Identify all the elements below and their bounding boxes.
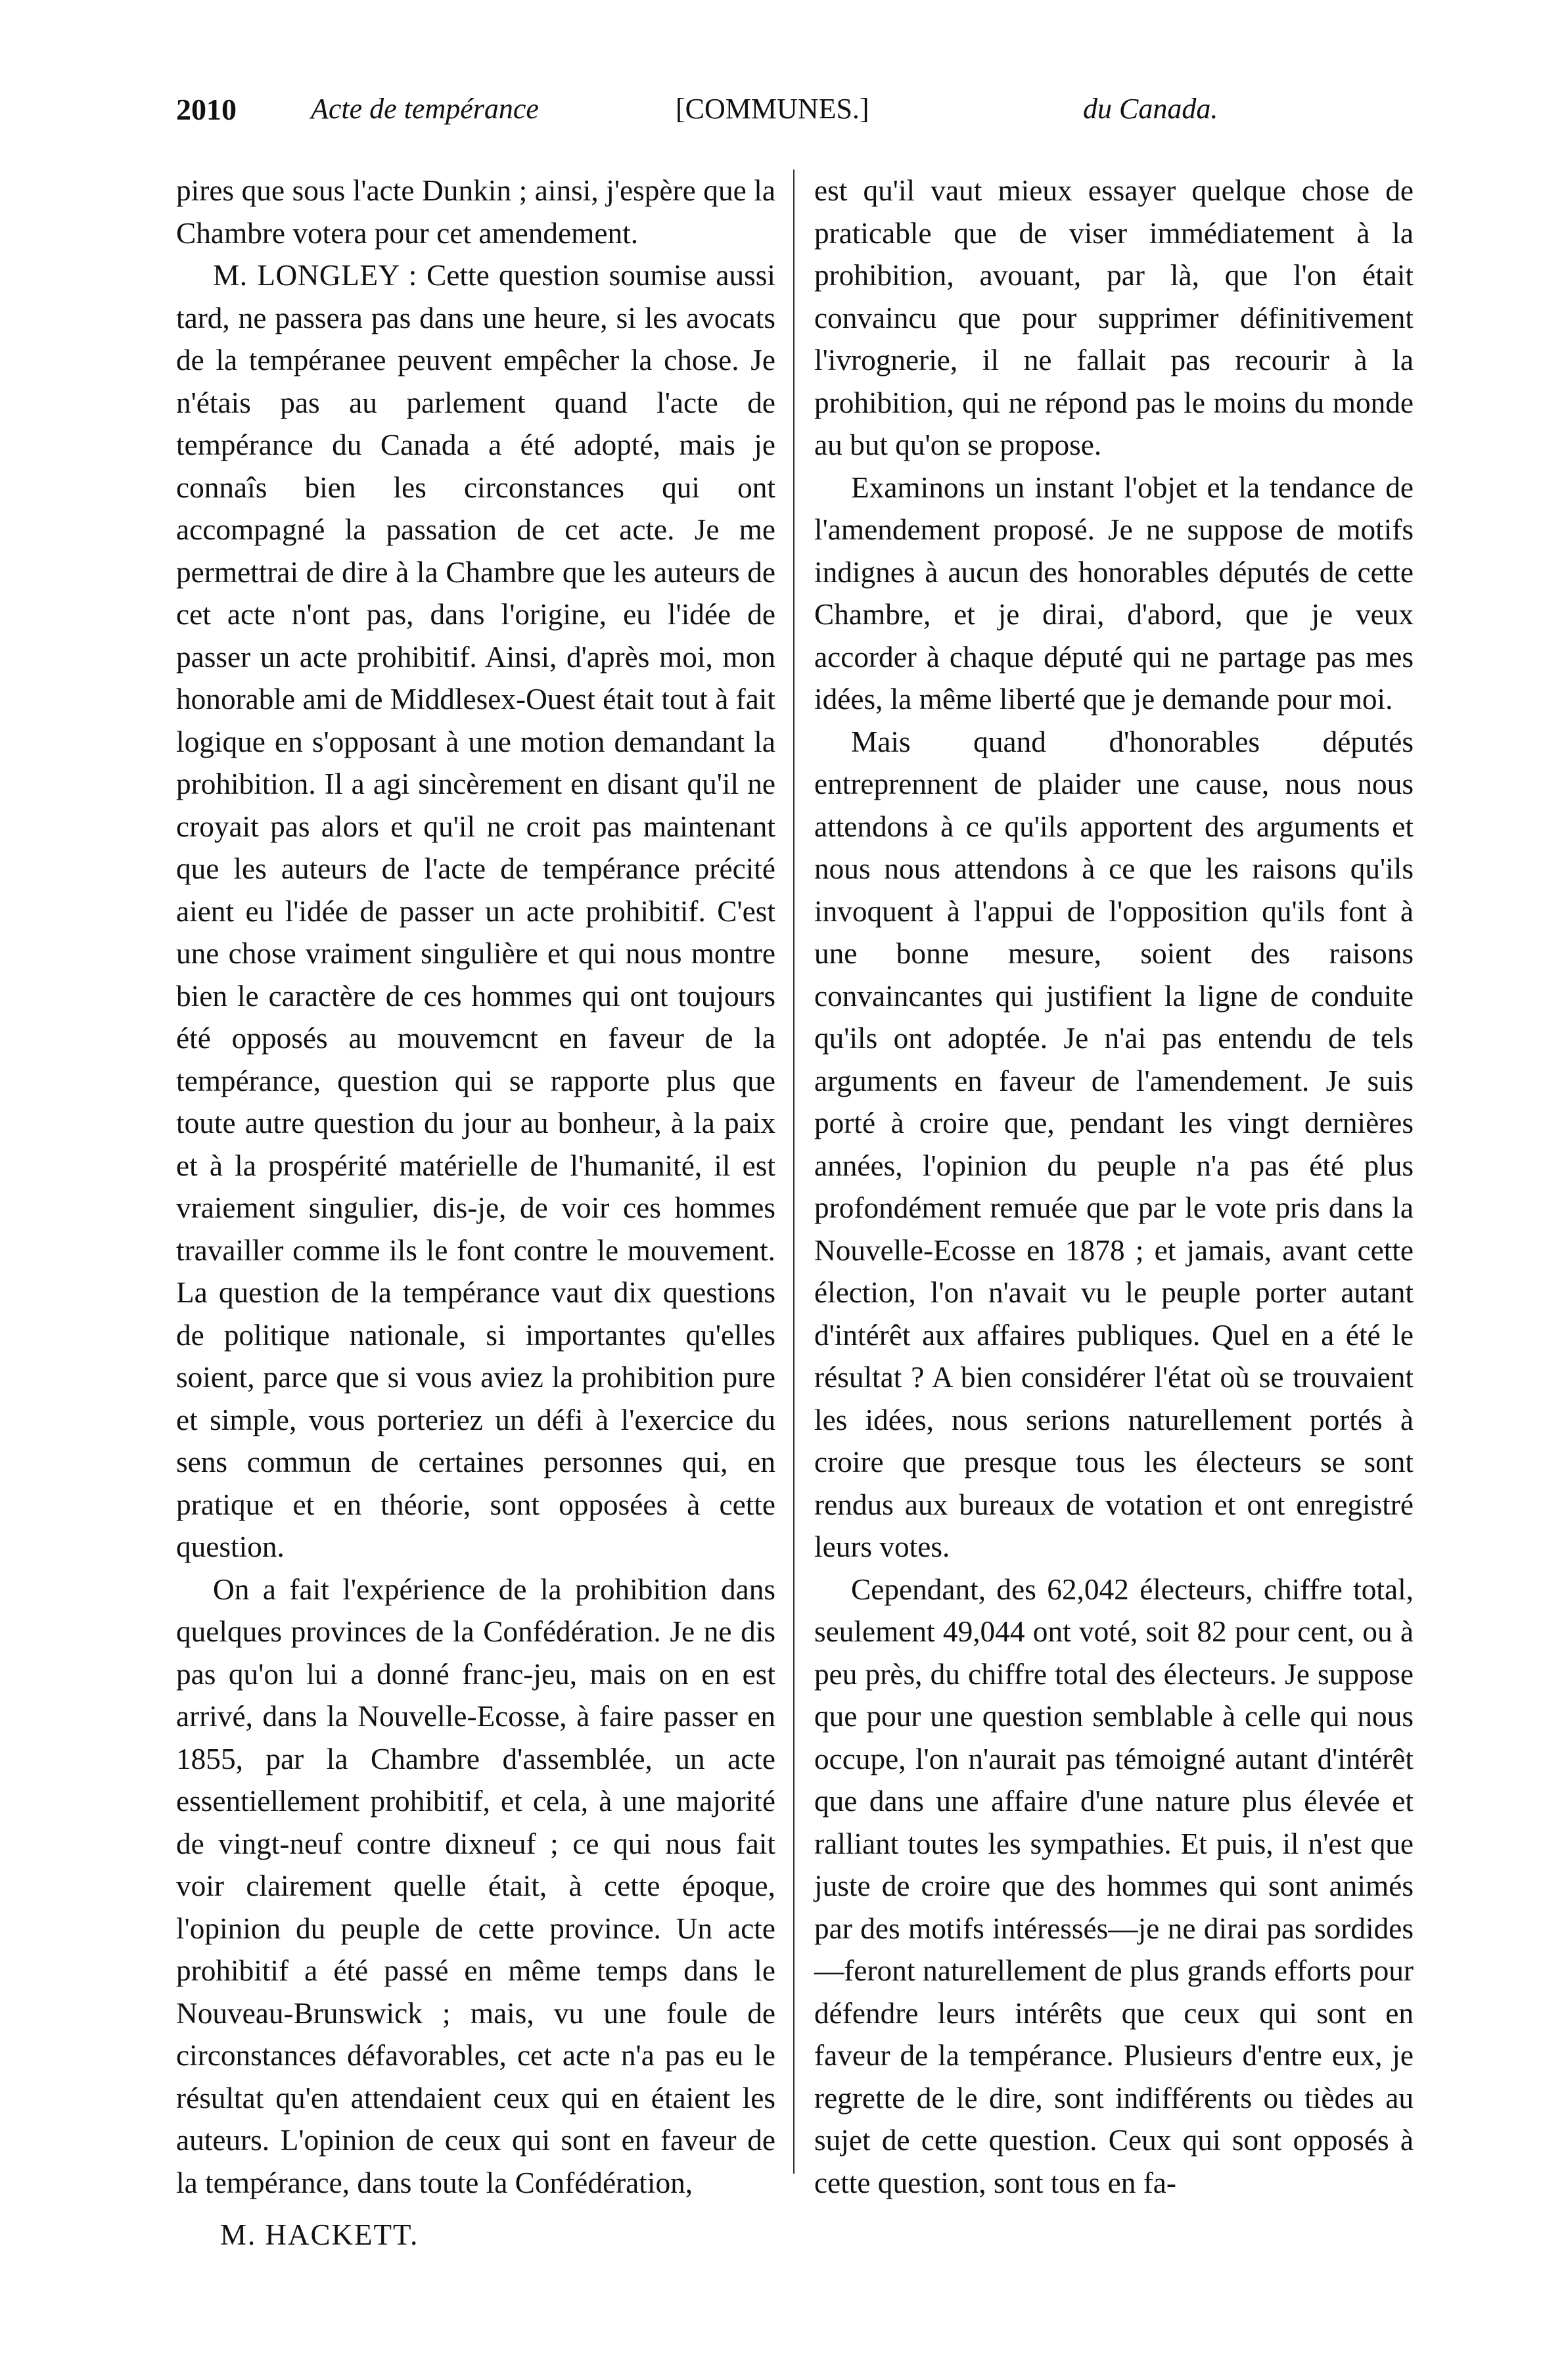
running-head [176, 92, 1392, 145]
right-column [814, 170, 1414, 2204]
section-label: [COMMUNES.] [676, 93, 869, 125]
place-label: du Canada. [1083, 93, 1218, 125]
footer-signature: M. HACKETT. [220, 2218, 419, 2251]
column-divider [793, 170, 795, 2174]
paragraph: Mais quand d'honorables députés entreprennent de plaider une cause, nous nous attendons à ce qu'ils apportent des arguments et nous nous attendons à ce que les raisons qu'ils invoquent à l'appui de l'opposition qu'ils font à une bonne mesure, soient des raisons convaincantes qui justifient la ligne de conduite qu'ils ont adoptée. Je n'ai pas entendu de tels arguments en faveur de l'amendement. Je suis porté à croire que, pendant les vingt dernières années, l'opinion du peuple n'a pas été plus profondément remuée que par le vote pris dans la Nouvelle-Ecosse en 1878 ; et jamais, avant cette élection, l'on n'avait vu le peuple porter autant d'intérêt aux affaires publiques. Quel en a été le résultat ? A bien considérer l'état où se trouvaient les idées, nous serions naturellement portés à croire que presque tous les électeurs se sont rendus aux bureaux de votation et ont enregistré leurs votes. [814, 725, 1414, 1563]
left-column [176, 170, 775, 2204]
paragraph [176, 254, 775, 1568]
paragraph-text: Cette question soumise aussi tard, ne passera pas dans une heure, si les avocats de la tempéranee peuvent empêcher la chose. Je n'étais pas au parlement quand l'acte de tempérance du Canada a été adopté, mais je connaîs bien les circonstances qui ont accompagné la passation de cet acte. Je me permettrai de dire à la Chambre que les auteurs de cet acte n'ont pas, dans l'origine, eu l'idée de passer un acte prohibitif. Ainsi, d'après moi, mon honorable ami de Middlesex-Ouest était tout à fait logique en s'opposant à une motion demandant la prohibition. Il a agi sincèrement en disant qu'il ne croyait pas alors et qu'il ne croit pas maintenant que les auteurs de l'acte de tempérance précité aient eu l'idée de passer un acte prohibitif. C'est une chose vraiment singulière et qui nous montre bien le caractère de ces hommes qui ont toujours été opposés au mouvemcnt en faveur de la tempérance, question qui se rapporte plus que toute autre question du jour au bonheur, à la paix et à la prospérité matérielle de l'humanité, il est vraiement singulier, dis-je, de voir ces hommes travailler comme ils le font contre le mouvement. La question de la tempérance vaut dix questions de politique nationale, si importantes qu'elles soient, parce que si vous aviez la prohibition pure et simple, vous porteriez un défi à l'exercice du sens commun de certaines personnes qui, en pratique et en théorie, sont opposées à cette question. [176, 259, 775, 1563]
paragraph: Examinons un instant l'objet et la tendance de l'amendement proposé. Je ne suppose de motifs indignes à aucun des honorables députés de cette Chambre, et je dirai, d'abord, que je veux accorder à chaque député qui ne partage pas mes idées, la même liberté que je demande pour moi. [814, 470, 1414, 716]
paragraph: On a fait l'expérience de la prohibition dans quelques provinces de la Confédération. Je ne dis pas qu'on lui a donné franc-jeu, mais on en est arrivé, dans la Nouvelle-Ecosse, à faire passer en 1855, par la Chambre d'assemblée, un acte essentiellement prohibitif, et cela, à une majorité de vingt-neuf contre dixneuf ; ce qui nous fait voir clairement quelle était, à cette époque, l'opinion du peuple de cette province. Un acte prohibitif a été passé en même temps dans le Nouveau-Brunswick ; mais, vu une foule de circonstances défavorables, cet acte n'a pas eu le résultat qu'en attendaient ceux qui en étaient les auteurs. L'opinion de ceux qui sont en faveur de la tempérance, dans toute la Confédération, [176, 1572, 775, 2199]
paragraph: Cependant, des 62,042 électeurs, chiffre total, seulement 49,044 ont voté, soit 82 pour cent, ou à peu près, du chiffre total des électeurs. Je suppose que pour une question semblable à celle qui nous occupe, l'on n'aurait pas témoigné autant d'intérêt que dans une affaire d'une nature plus élevée et ralliant toutes les sympathies. Et puis, il n'est que juste de croire que des hommes qui sont animés par des motifs intéressés—je ne dirai pas sordides—feront naturellement de plus grands efforts pour défendre leurs intérêts que ceux qui sont en faveur de la tempérance. Plusieurs d'entre eux, je regrette de le dire, sont indifférents ou tièdes au sujet de cette question. Ceux qui sont opposés à cette question, sont tous en fa- [814, 1572, 1414, 2199]
running-title: Acte de tempérance [311, 93, 539, 125]
paragraph: pires que sous l'acte Dunkin ; ainsi, j'espère que la Chambre votera pour cet amendement. [176, 174, 775, 250]
page-number: 2010 [176, 93, 237, 126]
paragraph: est qu'il vaut mieux essayer quelque chose de praticable que de viser immédiatement à la prohibition, avouant, par là, que l'on était convaincu que pour supprimer définitivement l'ivrognerie, il ne fallait pas recourir à la prohibition, qui ne répond pas le moins du monde au but qu'on se propose. [814, 174, 1414, 461]
speaker-name: M. LONGLEY : [213, 259, 417, 292]
